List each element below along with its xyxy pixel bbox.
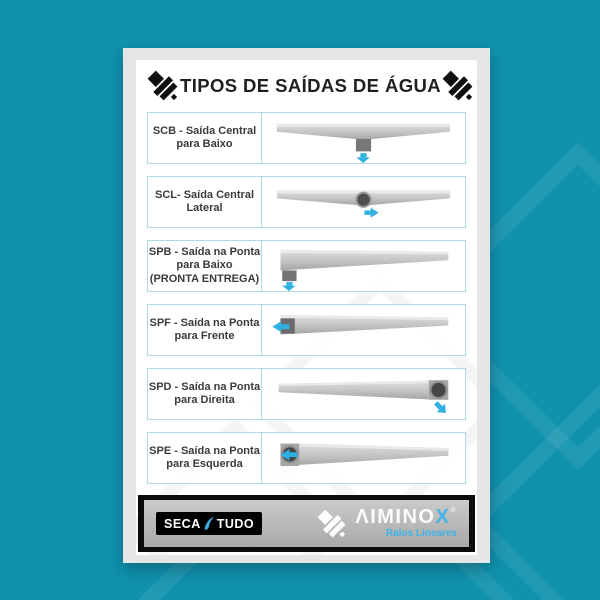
type-row-spe	[147, 432, 466, 484]
type-row-scl	[147, 176, 466, 228]
aiminox-tagline: Ralos Lineares	[385, 528, 457, 539]
aiminox-diamond-icon	[441, 70, 475, 102]
drain-illustration-spd	[262, 369, 465, 419]
label-line: SCL- Saída Central	[154, 188, 255, 201]
type-row-spf	[147, 304, 466, 356]
type-label-spd	[148, 369, 262, 419]
label-line: para Direita	[174, 394, 235, 406]
label-line: SPF - Saída na Ponta	[149, 316, 260, 329]
aiminox-text	[355, 508, 457, 539]
drain-illustration-spb	[262, 241, 465, 291]
label-line: SPB - Saída na Ponta	[148, 245, 261, 258]
type-label-scb	[148, 113, 262, 163]
label-line: SPE - Saída na Ponta	[149, 444, 260, 457]
aiminox-logo	[316, 508, 457, 539]
footer-bar	[138, 495, 475, 552]
aiminox-wordmark-prefix: ΛIMINO	[355, 506, 436, 528]
footer-panel	[144, 500, 469, 547]
type-label-spf	[148, 305, 262, 355]
aiminox-wordmark-x: X	[435, 506, 451, 528]
type-row-spd	[147, 368, 466, 420]
page-title: TIPOS DE SAÍDAS DE ÁGUA	[180, 75, 442, 96]
rows	[136, 112, 477, 484]
drain-illustration-spe	[262, 433, 465, 483]
label-line: SPD - Saída na Ponta	[148, 380, 261, 393]
label-line: para Frente	[174, 330, 235, 342]
poster-card	[123, 48, 490, 563]
brush-icon	[203, 516, 215, 531]
secatudo-text-1: SECA	[164, 516, 201, 531]
registered-mark: ®	[450, 507, 457, 514]
aiminox-diamond-icon	[146, 70, 180, 102]
drain-illustration-scl	[262, 177, 465, 227]
type-label-spe	[148, 433, 262, 483]
label-line: (PRONTA ENTREGA)	[149, 272, 260, 285]
drain-illustration-scb	[262, 113, 465, 163]
header	[136, 60, 477, 112]
type-label-scl	[148, 177, 262, 227]
type-label-spb	[148, 241, 262, 291]
aiminox-wordmark	[355, 508, 457, 527]
label-line: para Esquerda	[166, 458, 243, 470]
label-line: para Baixo	[176, 259, 233, 272]
label-line: Lateral	[186, 202, 223, 214]
label-line: para Baixo	[176, 138, 233, 150]
poster-card-inner	[136, 60, 477, 555]
secatudo-logo	[156, 512, 262, 535]
secatudo-text-2: TUDO	[216, 516, 255, 531]
aiminox-diamond-icon	[316, 509, 348, 539]
type-row-scb	[147, 112, 466, 164]
drain-illustration-spf	[262, 305, 465, 355]
type-row-spb	[147, 240, 466, 292]
label-line: SCB - Saída Central	[152, 124, 257, 137]
